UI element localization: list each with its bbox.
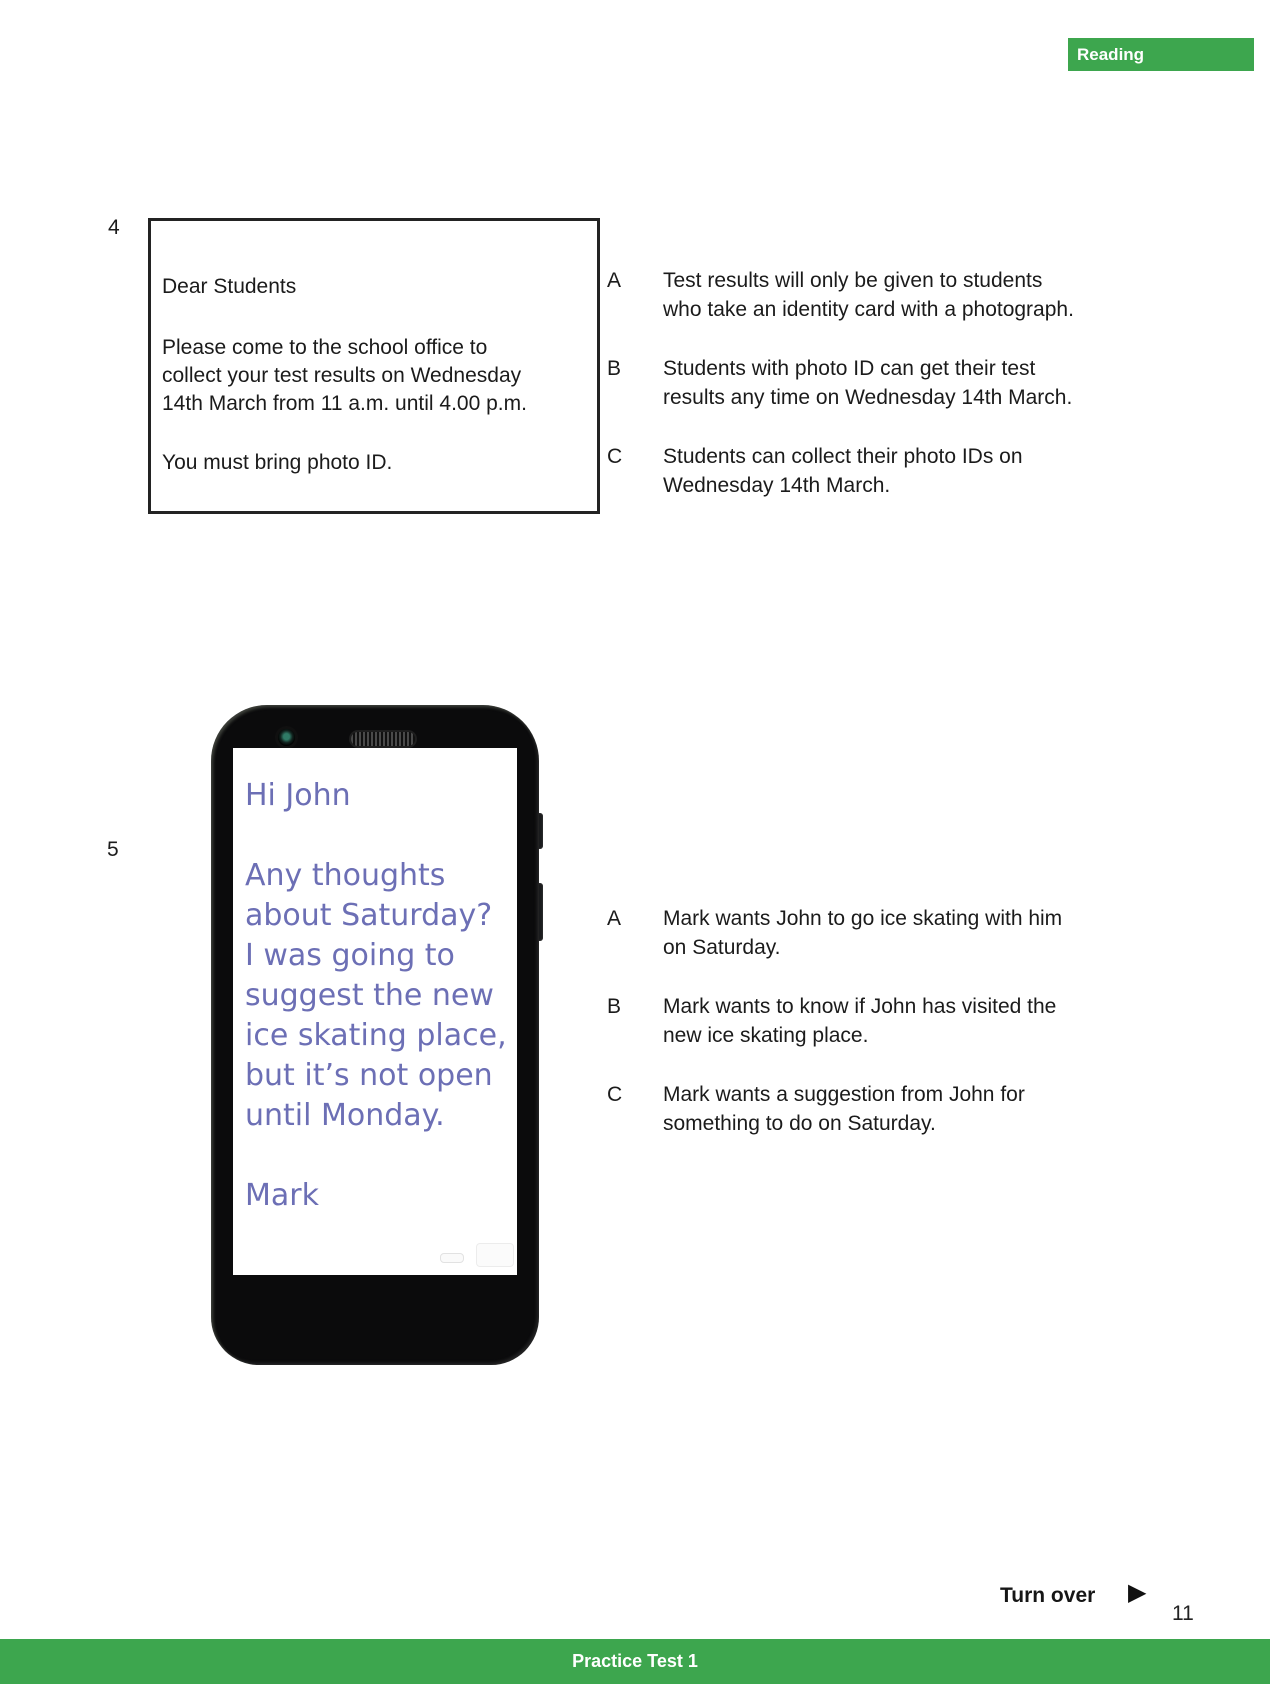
option-text-line: new ice skating place.: [663, 1024, 869, 1047]
turn-over-label: Turn over: [1000, 1584, 1096, 1607]
reading-section-tab: Reading: [1068, 38, 1254, 71]
phone-camera-icon: [278, 729, 295, 746]
option-text: [663, 442, 1023, 500]
notice-body-line: 14th March from 11 a.m. until 4.00 p.m.: [162, 392, 527, 415]
option-text: [663, 1080, 1025, 1138]
option-text-line: Mark wants to know if John has visited the: [663, 995, 1057, 1018]
question-5-number: 5: [107, 838, 119, 861]
message-line: Any thoughts: [245, 858, 446, 893]
question-4-options: [607, 266, 1074, 530]
phone-screen: [233, 748, 517, 1275]
phone-speaker-icon: [351, 732, 415, 746]
turn-over-arrow-icon: ▶: [1128, 1578, 1147, 1606]
option-letter: A: [607, 269, 622, 292]
footer-bar: [0, 1639, 1270, 1684]
message-line: Mark: [245, 1178, 319, 1213]
message-line: but it’s not open: [245, 1058, 493, 1093]
notice-body: [162, 334, 587, 418]
option-letter: B: [607, 357, 622, 380]
option-letter: B: [607, 995, 622, 1018]
message-blank-line: [245, 816, 507, 856]
option-text-line: Mark wants John to go ice skating with him: [663, 907, 1063, 930]
notice-body-line: Please come to the school office to: [162, 336, 488, 359]
option-text: [663, 266, 1074, 324]
option-text-line: Students can collect their photo IDs on: [663, 445, 1023, 468]
option-text-line: on Saturday.: [663, 936, 781, 959]
option-text-line: Students with photo ID can get their test: [663, 357, 1036, 380]
text-message: [245, 776, 507, 1216]
option-text-line: something to do on Saturday.: [663, 1112, 936, 1135]
phone-illustration: [211, 705, 551, 1365]
option-text: [663, 992, 1056, 1050]
question-4-notice-box: [148, 218, 600, 514]
notice-body-line: collect your test results on Wednesday: [162, 364, 522, 387]
screen-smudge-mark: [440, 1253, 464, 1263]
practice-test-label: Practice Test 1: [572, 1651, 698, 1671]
question-5-options: [607, 904, 1062, 1168]
option-a: [607, 266, 1074, 324]
option-letter: C: [607, 1083, 623, 1106]
option-text-line: Test results will only be given to students: [663, 269, 1043, 292]
option-letter: A: [607, 907, 622, 930]
option-text: [663, 354, 1072, 412]
option-letter: C: [607, 445, 623, 468]
message-line: suggest the new: [245, 978, 494, 1013]
page-number: 11: [1172, 1602, 1194, 1625]
message-line: about Saturday?: [245, 898, 493, 933]
option-text-line: Mark wants a suggestion from John for: [663, 1083, 1025, 1106]
option-text-line: Wednesday 14th March.: [663, 474, 891, 497]
question-4-number: 4: [108, 216, 120, 239]
option-b: [607, 992, 1062, 1050]
message-line: I was going to: [245, 938, 455, 973]
notice-greeting: Dear Students: [162, 275, 297, 298]
message-line: Hi John: [245, 778, 351, 813]
message-line: ice skating place,: [245, 1018, 507, 1053]
option-a: [607, 904, 1062, 962]
message-line: until Monday.: [245, 1098, 445, 1133]
notice-closing: You must bring photo ID.: [162, 451, 393, 474]
option-b: [607, 354, 1074, 412]
option-c: [607, 442, 1074, 500]
phone-body: [211, 705, 539, 1365]
screen-corner-mark: [476, 1243, 514, 1267]
option-c: [607, 1080, 1062, 1138]
option-text: [663, 904, 1062, 962]
message-blank-line: [245, 1136, 507, 1176]
option-text-line: results any time on Wednesday 14th March.: [663, 386, 1073, 409]
option-text-line: who take an identity card with a photograph.: [663, 298, 1074, 321]
